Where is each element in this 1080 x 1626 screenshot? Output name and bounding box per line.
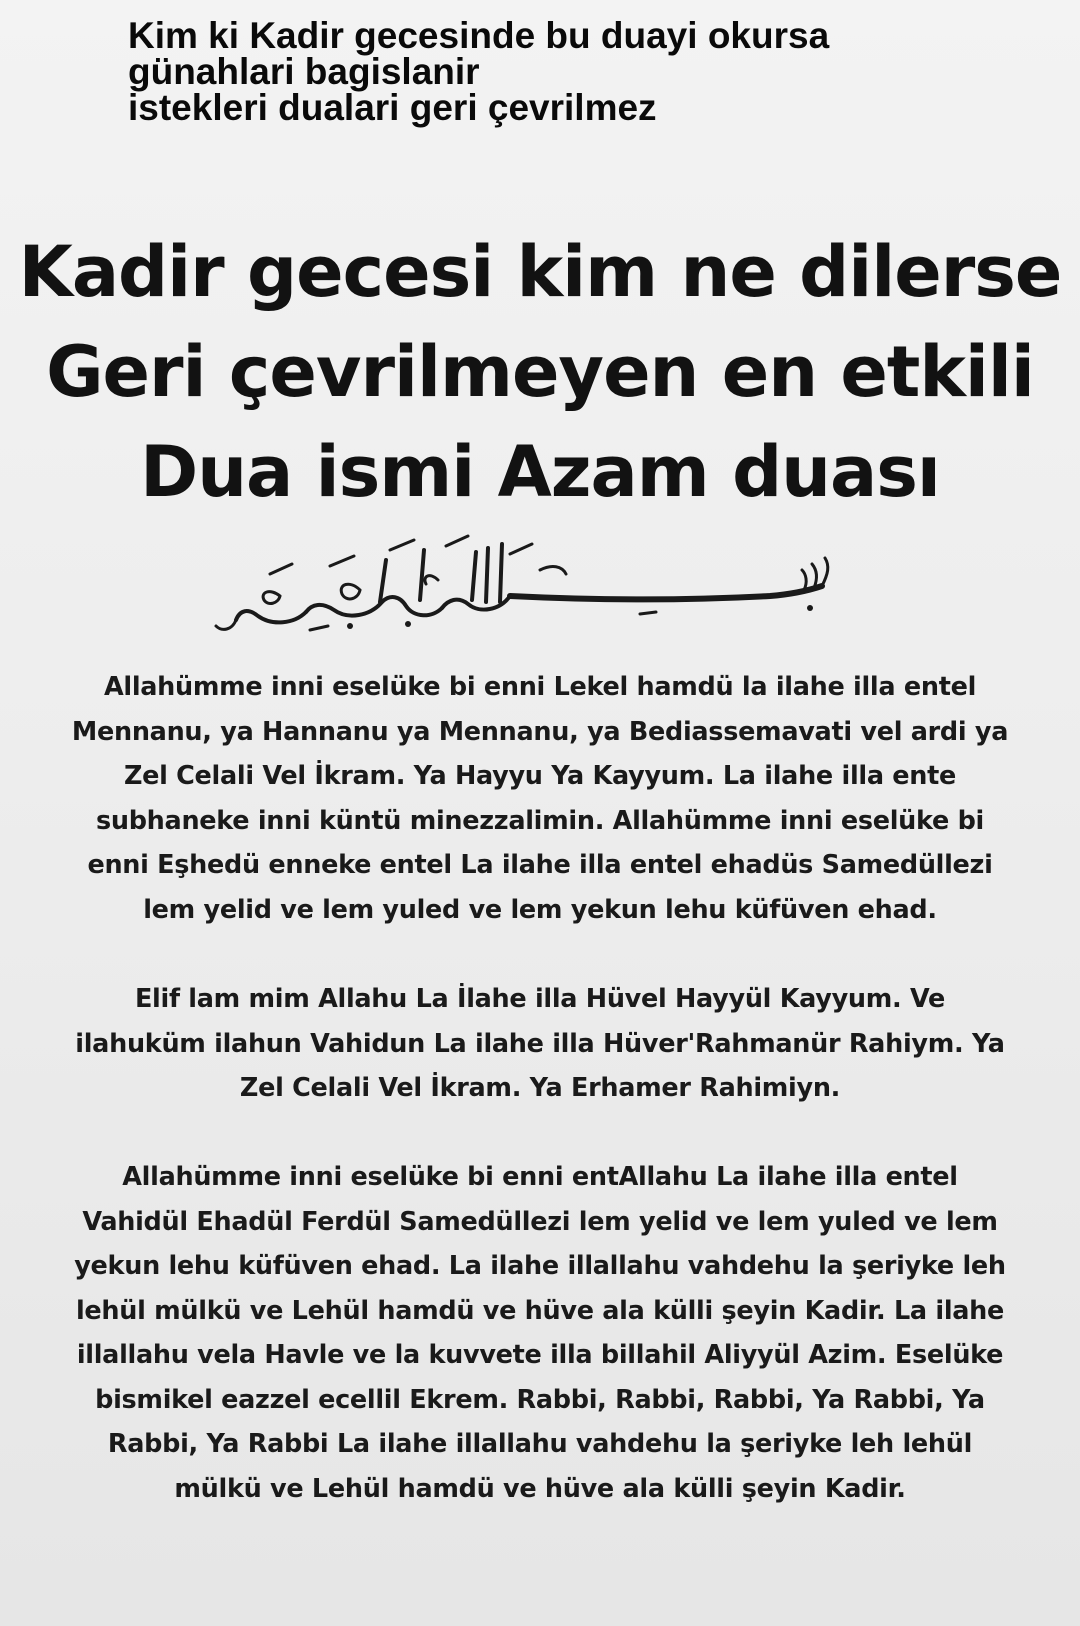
prayer-line: Elif lam mim Allahu La İlahe illa Hüvel Hayyül Kayyum. Ve xyxy=(134,984,946,1014)
prayer-line: Allahümme inni eselüke bi enni entAllahu La ilahe illa entel xyxy=(122,1162,958,1192)
caption-text xyxy=(128,15,1028,128)
prayer-line: subhaneke inni küntü minezzalimin. Allahümme inni eselüke bi xyxy=(96,805,984,836)
prayer-line: Zel Celali Vel İkram. Ya Erhamer Rahimiyn. xyxy=(239,1073,841,1103)
prayer-line: Vahidül Ehadül Ferdül Samedüllezi lem yelid ve lem yuled ve lem xyxy=(82,1206,998,1237)
title-line: Dua ismi Azam duası xyxy=(140,431,940,513)
prayer-paragraph-3 xyxy=(40,1155,1040,1511)
basmala-calligraphy-icon xyxy=(210,530,870,640)
caption-line: Kim ki Kadir gecesinde bu duayi okursa xyxy=(128,15,830,56)
prayer-line: lehül mülkü ve Lehül hamdü ve hüve ala külli şeyin Kadir. La ilahe xyxy=(75,1295,1005,1326)
prayer-line: yekun lehu küfüven ehad. La ilahe illallahu vahdehu la şeriyke leh xyxy=(74,1251,1006,1281)
title-line: Kadir gecesi kim ne dilerse xyxy=(18,231,1062,313)
prayer-paragraph-1 xyxy=(40,665,1040,932)
prayer-line: enni Eşhedü enneke entel La ilahe illa entel ehadüs Samedüllezi xyxy=(87,850,993,880)
prayer-line: Rabbi, Ya Rabbi La ilahe illallahu vahdehu la şeriyke leh lehül xyxy=(107,1429,973,1459)
prayer-line: lem yelid ve lem yuled ve lem yekun lehu küfüven ehad. xyxy=(143,894,937,925)
prayer-line: Zel Celali Vel İkram. Ya Hayyu Ya Kayyum. La ilahe illa ente xyxy=(123,761,957,791)
prayer-line: illallahu vela Havle ve la kuvvete illa billahil Aliyyül Azim. Eselüke xyxy=(76,1340,1004,1370)
caption-line: günahlari bagislanir xyxy=(128,51,480,92)
caption-line: istekleri dualari geri çevrilmez xyxy=(128,87,657,128)
title-line: Geri çevrilmeyen en etkili xyxy=(46,331,1034,413)
prayer-line: Mennanu, ya Hannanu ya Mennanu, ya Bediassemavati vel ardi ya xyxy=(71,716,1009,747)
prayer-line: Allahümme inni eselüke bi enni Lekel hamdü la ilahe illa entel xyxy=(103,672,977,702)
prayer-line: mülkü ve Lehül hamdü ve hüve ala külli şeyin Kadir. xyxy=(174,1473,906,1504)
prayer-line: ilahuküm ilahun Vahidun La ilahe illa Hüver'Rahmanür Rahiym. Ya xyxy=(75,1028,1005,1059)
prayer-paragraph-2 xyxy=(40,977,1040,1111)
prayer-line: bismikel eazzel ecellil Ekrem. Rabbi, Rabbi, Rabbi, Ya Rabbi, Ya xyxy=(95,1384,985,1415)
page-title xyxy=(0,222,1080,522)
